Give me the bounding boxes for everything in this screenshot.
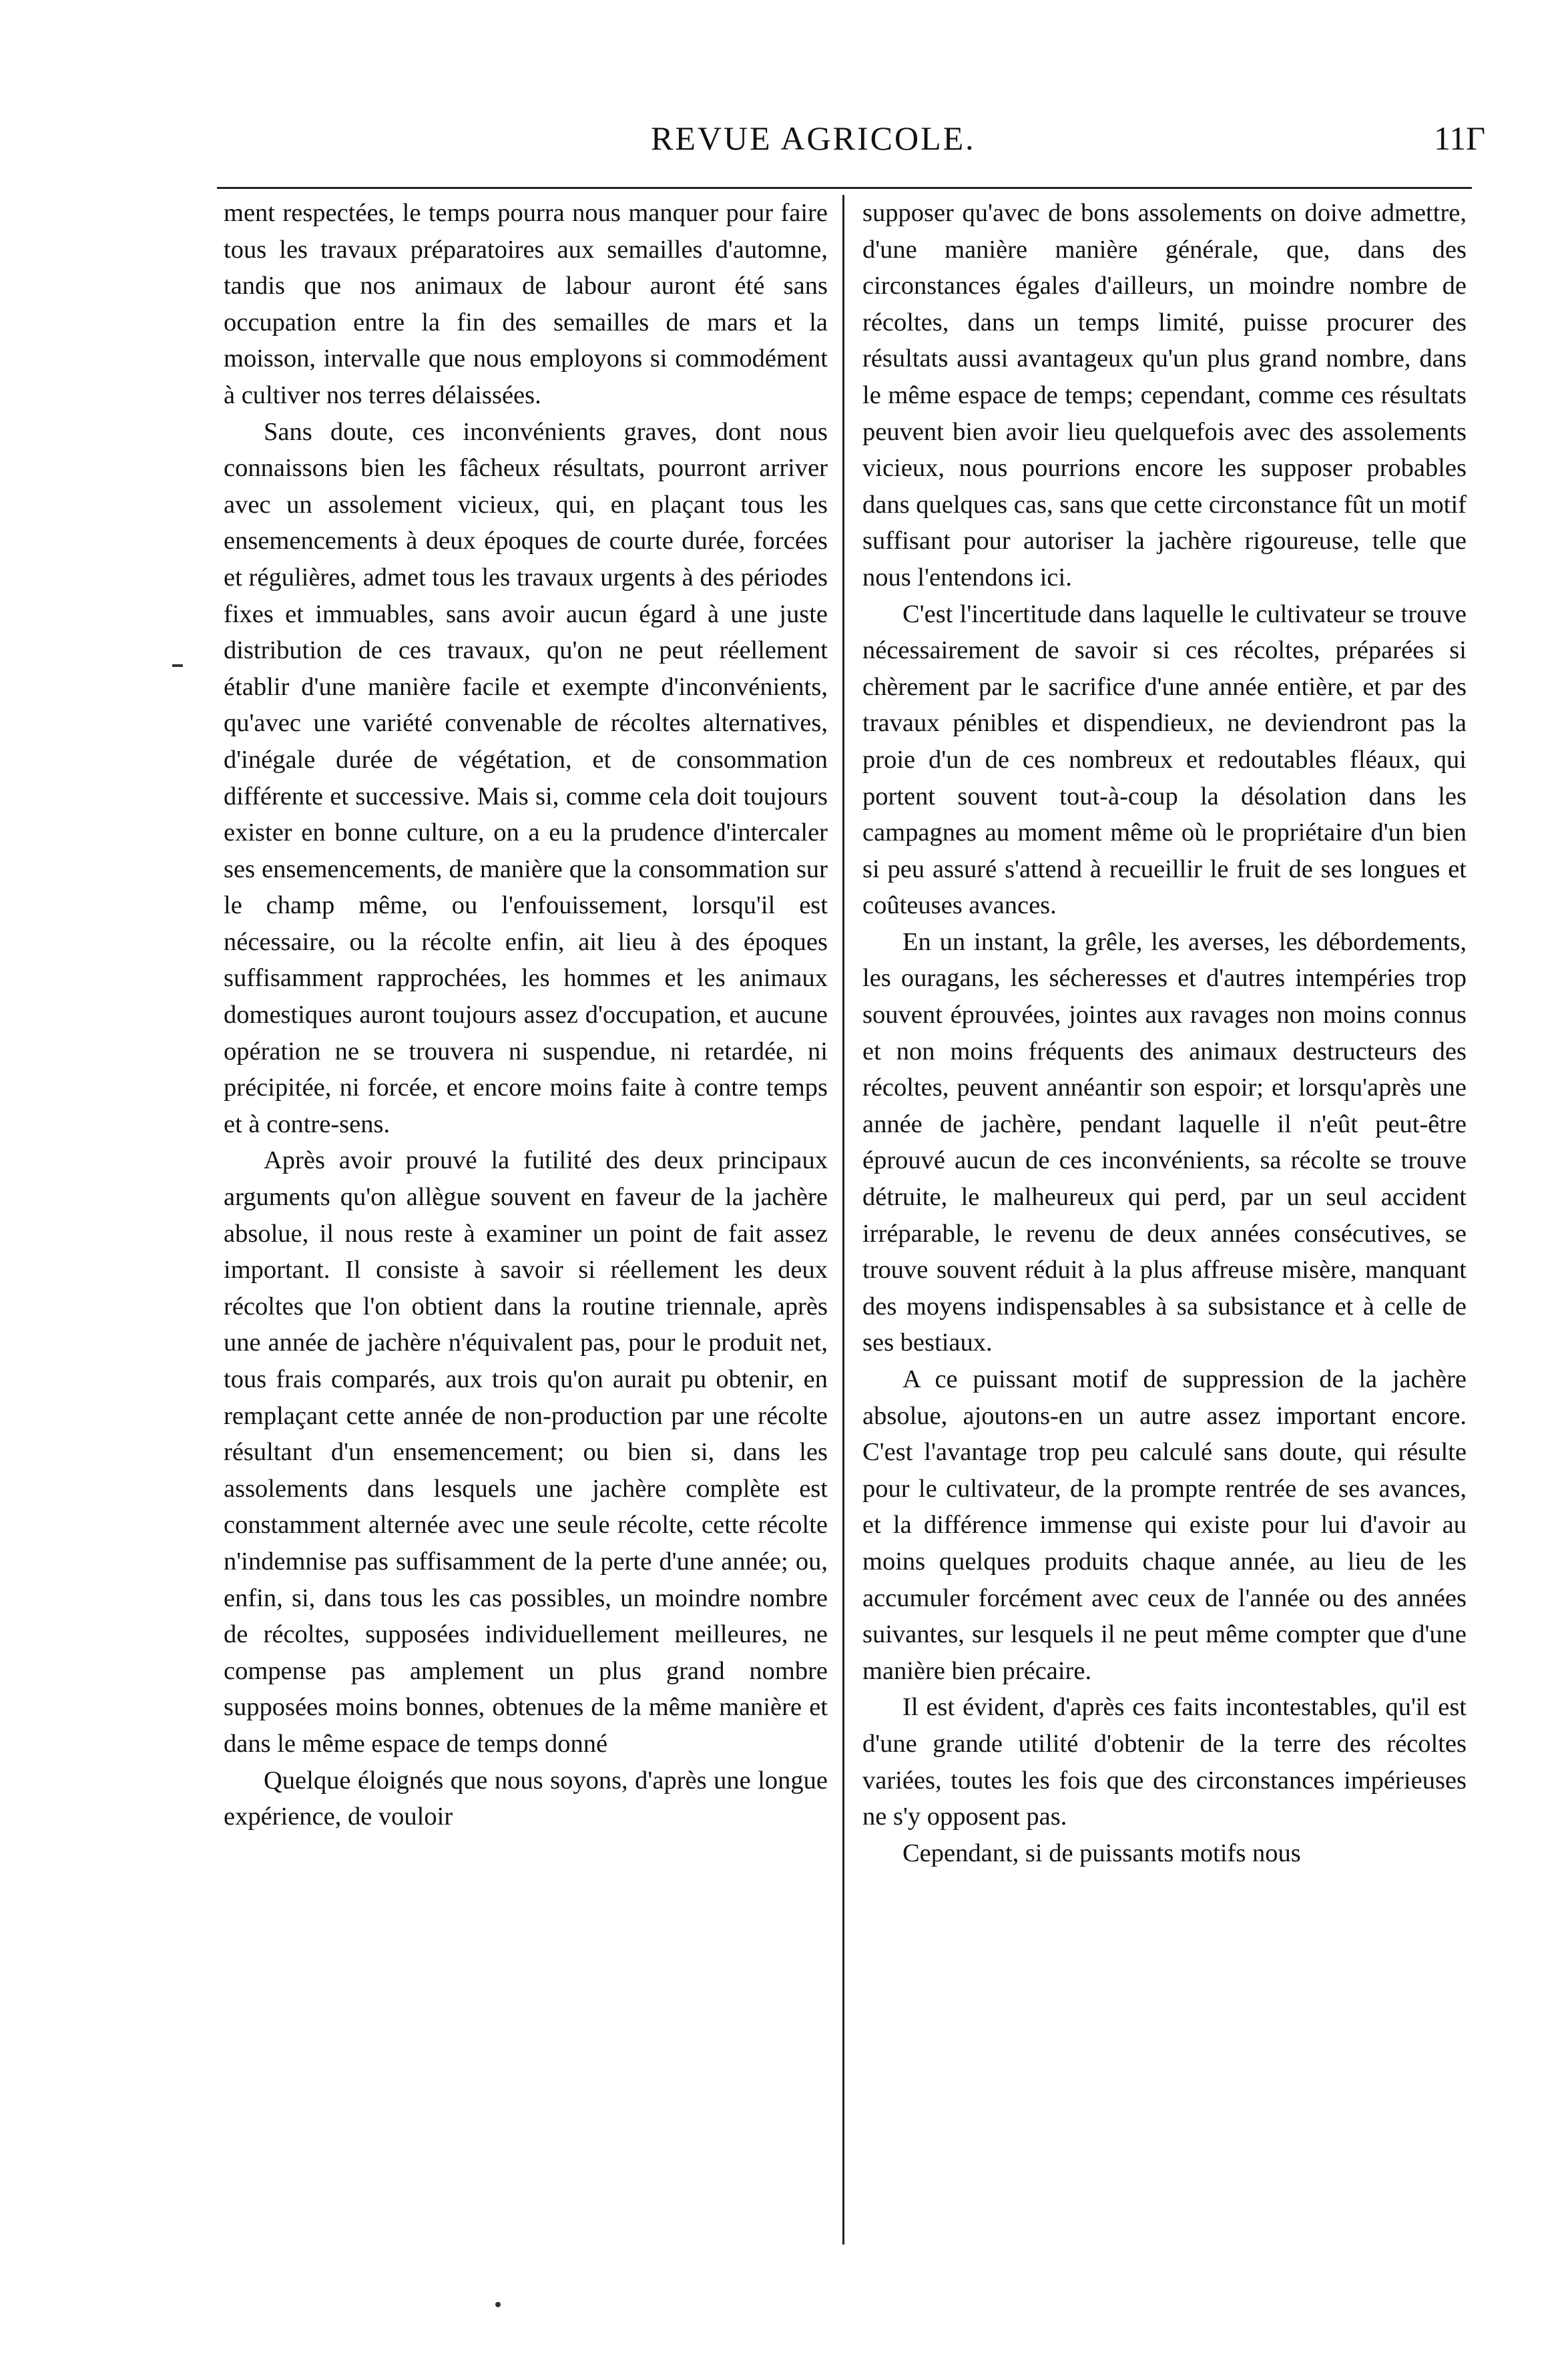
paragraph: C'est l'incertitude dans laquelle le cultivateur se trouve nécessairement de savoir si ces récoltes, préparées si chèrement par le sacrifice d'une année entière, et par des travaux pénibles et dispendieux, ne deviendront pas la proie d'un de ces nombreux et redoutables fléaux, qui portent souvent tout-à-coup la désolation dans les campagnes au moment même où le propriétaire d'un bien si peu assuré s'attend à recueillir le fruit de ses longues et coûteuses avances. (862, 600, 1467, 920)
right-column (862, 195, 1467, 1871)
running-title: REVUE AGRICOLE. (651, 120, 976, 157)
paragraph: Quelque éloignés que nous soyons, d'après une longue expérience, de vouloir (224, 1766, 828, 1831)
page-number: 11Г (1433, 120, 1485, 157)
header-rule (217, 187, 1472, 189)
left-column (224, 195, 828, 1835)
paragraph: Cependant, si de puissants motifs nous (902, 1839, 1301, 1867)
margin-mark (172, 664, 183, 667)
paragraph: En un instant, la grêle, les averses, les débordements, les ouragans, les sécheresses et d'autres intempéries trop souvent éprouvées, jointes aux ravages non moins connus et non moins fréquents des animaux destructeurs des récoltes, peuvent annéantir son espoir; et lorsqu'après une année de jachère, pendant laquelle il n'eût peut-être éprouvé aucun de ces inconvénients, sa récolte se trouve détruite, le malheureux qui perd, par un seul accident irréparable, le revenu de deux années consécutives, se trouve souvent réduit à la plus affreuse misère, manquant des moyens indispensables à sa subsistance et à celle de ses bestiaux. (862, 927, 1467, 1357)
paragraph: Après avoir prouvé la futilité des deux principaux arguments qu'on allègue souvent en faveur de la jachère absolue, il nous reste à examiner un point de fait assez important. Il consiste à savoir si réellement les deux récoltes que l'on obtient dans la routine triennale, après une année de jachère n'équivalent pas, pour le produit net, tous frais comparés, aux trois qu'on aurait pu obtenir, en remplaçant cette année de non-production par une récolte résultant d'un ensemencement; ou bien si, dans les assolements dans lesquels une jachère complète est constamment alternée avec une seule récolte, cette récolte n'indemnise pas suffisamment de la perte d'une année; ou, enfin, si, dans tous les cas possibles, un moindre nombre de récoltes, supposées individuellement meilleures, ne compense pas amplement un plus grand nombre supposées moins bonnes, obtenues de la même manière et dans le même espace de temps donné (224, 1146, 828, 1758)
column-divider (842, 195, 844, 2244)
paragraph: Il est évident, d'après ces faits incontestables, qu'il est d'une grande utilité d'obtenir de la terre des récoltes variées, toutes les fois que des circonstances impérieuses ne s'y opposent pas. (862, 1693, 1467, 1831)
footer-dot (495, 2302, 501, 2307)
paragraph: supposer qu'avec de bons assolements on doive admettre, d'une manière manière générale, que, dans des circonstances égales d'ailleurs, un moindre nombre de récoltes, dans un temps limité, puisse procurer des résultats aussi avantageux qu'un plus grand nombre, dans le même espace de temps; cependant, comme ces résultats peuvent bien avoir lieu quelquefois avec des assolements vicieux, nous pourrions encore les supposer probables dans quelques cas, sans que cette circonstance fût un motif suffisant pour autoriser la jachère rigoureuse, telle que nous l'entendons ici. (862, 199, 1467, 591)
paragraph: Sans doute, ces inconvénients graves, dont nous connaissons bien les fâcheux résultats, pourront arriver avec un assolement vicieux, qui, en plaçant tous les ensemencements à deux époques de courte durée, forcées et régulières, admet tous les travaux urgents à des périodes fixes et immuables, sans avoir aucun égard à une juste distribution de ces travaux, qu'on ne peut réellement établir d'une manière facile et exempte d'inconvénients, qu'avec une variété convenable de récoltes alternatives, d'inégale durée de végétation, et de consommation différente et successive. Mais si, comme cela doit toujours exister en bonne culture, on a eu la prudence d'intercaler ses ensemencements, de manière que la consommation sur le champ même, ou l'enfouissement, lorsqu'il est nécessaire, ou la récolte enfin, ait lieu à des époques suffisamment rapprochées, les hommes et les animaux domestiques auront toujours assez d'occupation, et aucune opération ne se trouvera ni suspendue, ni retardée, ni précipitée, ni forcée, et encore moins faite à contre temps et à contre-sens. (224, 417, 828, 1138)
paragraph: A ce puissant motif de suppression de la jachère absolue, ajoutons-en un autre assez important encore. C'est l'avantage trop peu calculé sans doute, qui résulte pour le cultivateur, de la prompte rentrée de ses avances, et la différence immense qui existe pour lui d'avoir au moins quelques produits chaque année, au lieu de les accumuler forcément avec ceux de l'année ou des années suivantes, sur lesquels il ne peut même compter que d'une manière bien précaire. (862, 1365, 1467, 1685)
paragraph: ment respectées, le temps pourra nous manquer pour faire tous les travaux préparatoires aux semailles d'automne, tandis que nos animaux de labour auront été sans occupation entre la fin des semailles de mars et la moisson, intervalle que nous employons si commodément à cultiver nos terres délaissées. (224, 199, 828, 409)
page-header (217, 112, 1485, 172)
